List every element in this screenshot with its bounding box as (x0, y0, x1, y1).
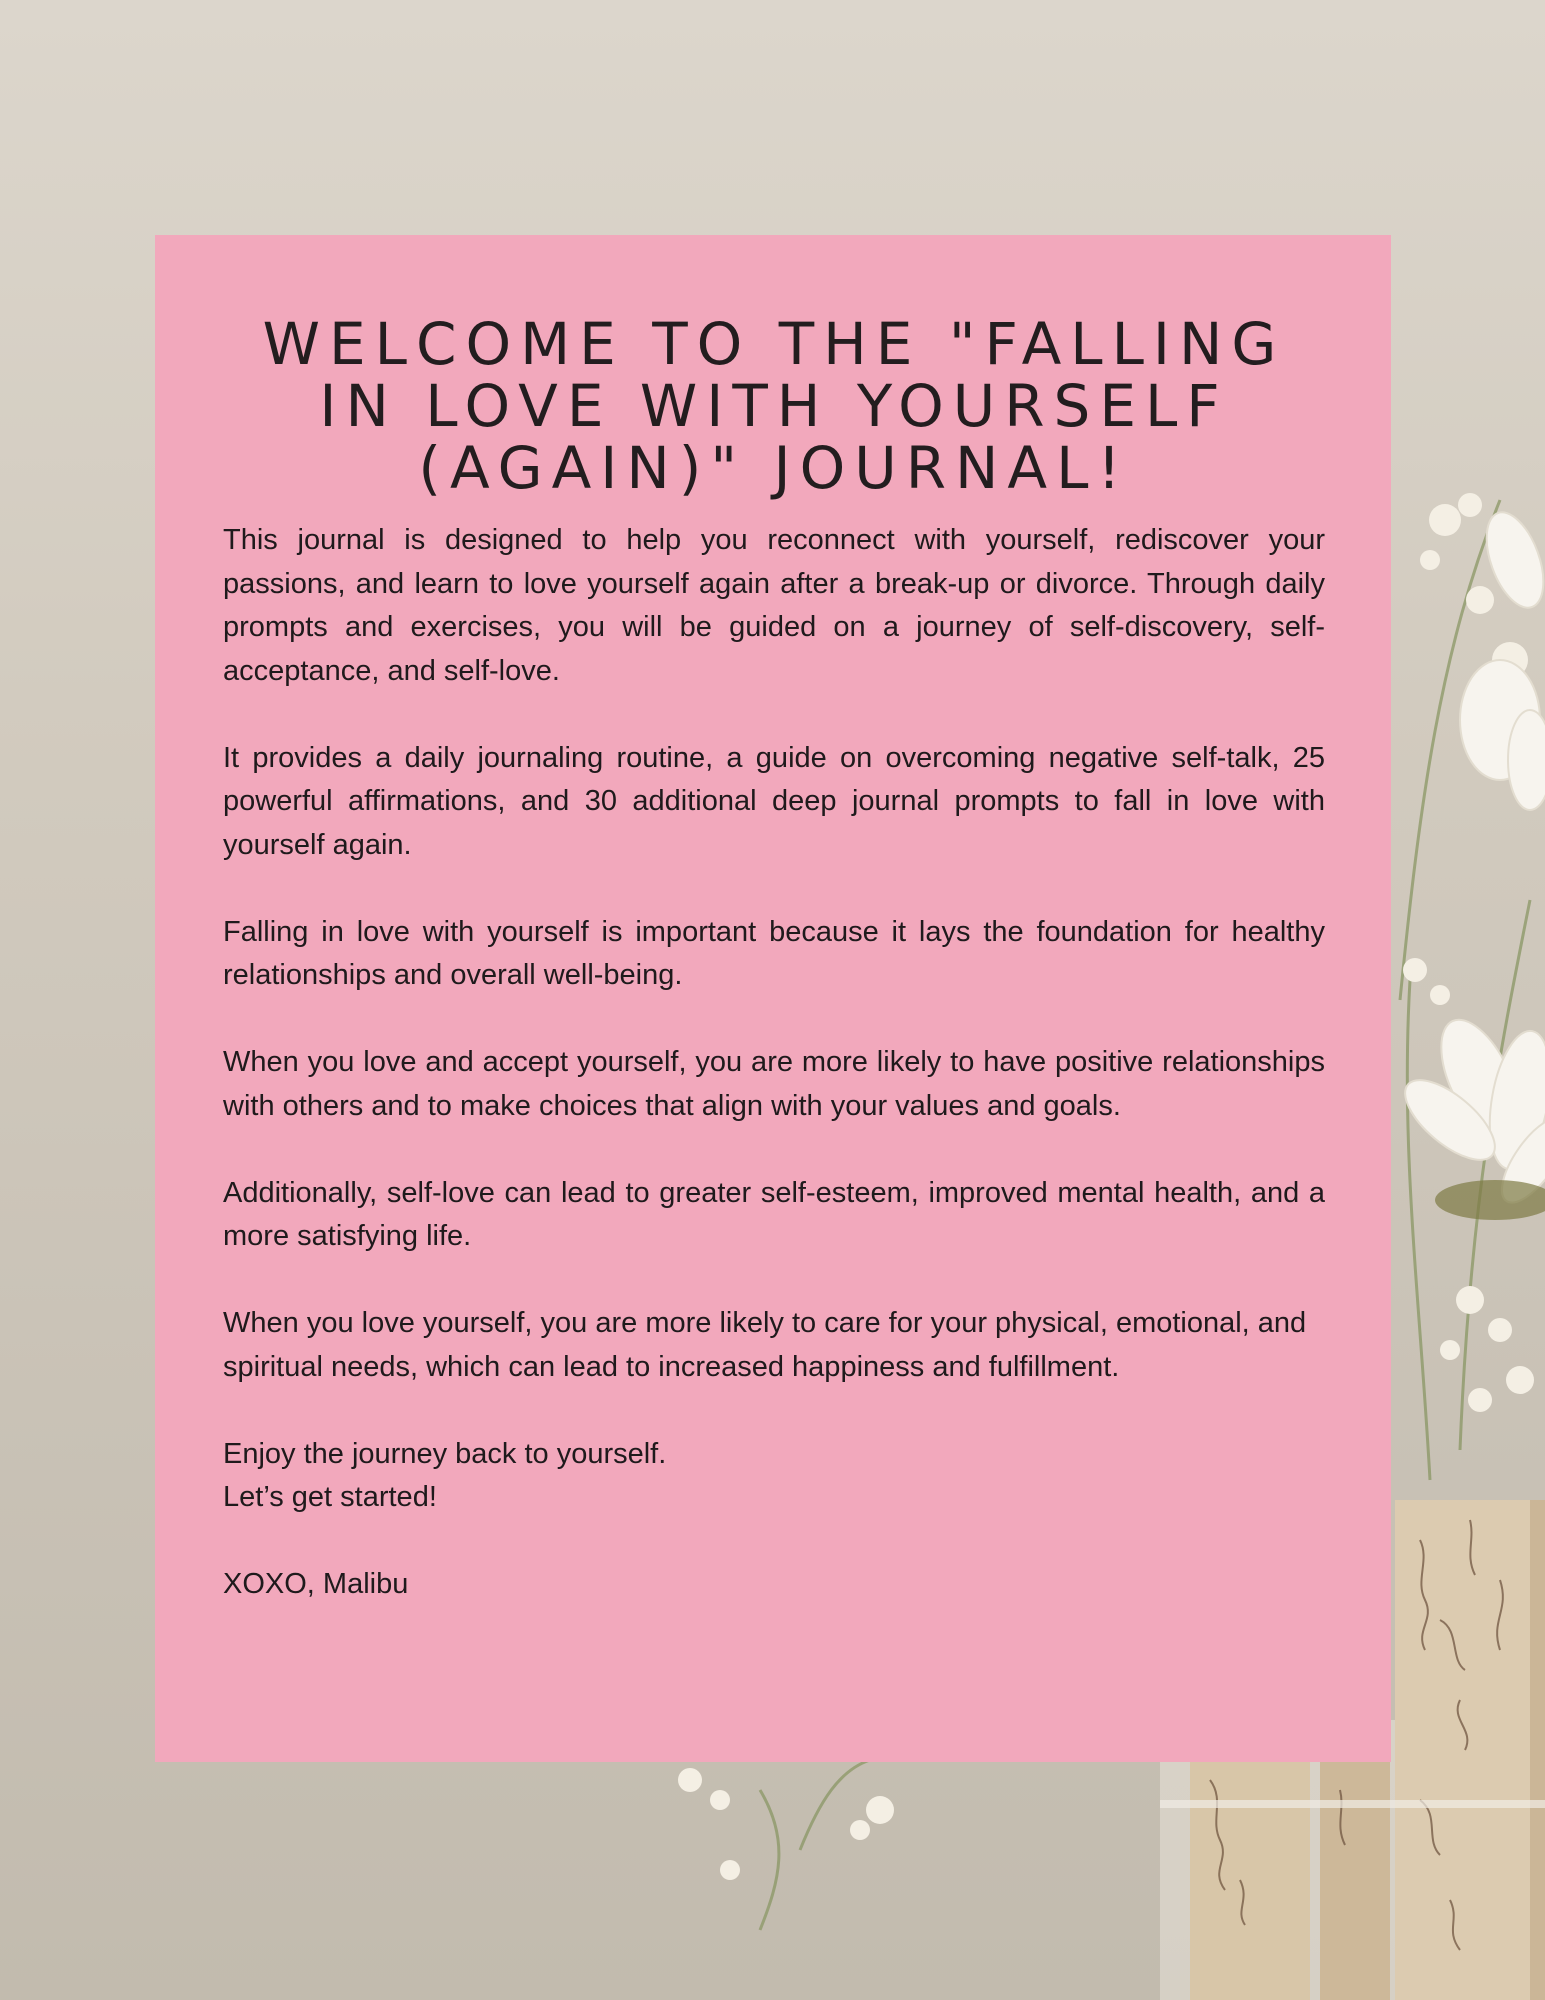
paragraph-needs: When you love yourself, you are more likely to care for your physical, emotional, and spiritual needs, which can lead to increased happiness and fulfillment. (223, 1307, 1307, 1383)
paragraph-relationships: When you love and accept yourself, you are more likely to have positive relationships with others and to make choices that align with your values and goals. (223, 1046, 1325, 1122)
closing-line-enjoy: Enjoy the journey back to yourself. (223, 1437, 667, 1470)
paragraph-benefits: Additionally, self-love can lead to greater self-esteem, improved mental health, and a more satisfying life. (223, 1176, 1325, 1252)
paragraph-intro: This journal is designed to help you reconnect with yourself, rediscover your passions, and learn to love yourself again after a break-up or divorce. Through daily prompts and exercises, you will be guided on a journey of self-discovery, self-acceptance, and self-love. (223, 524, 1325, 687)
paragraph-contents: It provides a daily journaling routine, a guide on overcoming negative self-talk, 25 powerful affirmations, and 30 additional deep journal prompts to fall in love with yourself again. (223, 741, 1325, 861)
closing-line-start: Let’s get started! (223, 1481, 437, 1513)
page-title: WELCOME TO THE "FALLING IN LOVE WITH YOURSELF (AGAIN)" JOURNAL! (262, 310, 1286, 502)
closing-lines (223, 1433, 1325, 1520)
signature: XOXO, Malibu (223, 1568, 409, 1600)
welcome-card (155, 235, 1391, 1762)
paragraph-importance: Falling in love with yourself is important because it lays the foundation for healthy relationships and overall well-being. (223, 915, 1325, 991)
intro-body (223, 519, 1325, 1607)
